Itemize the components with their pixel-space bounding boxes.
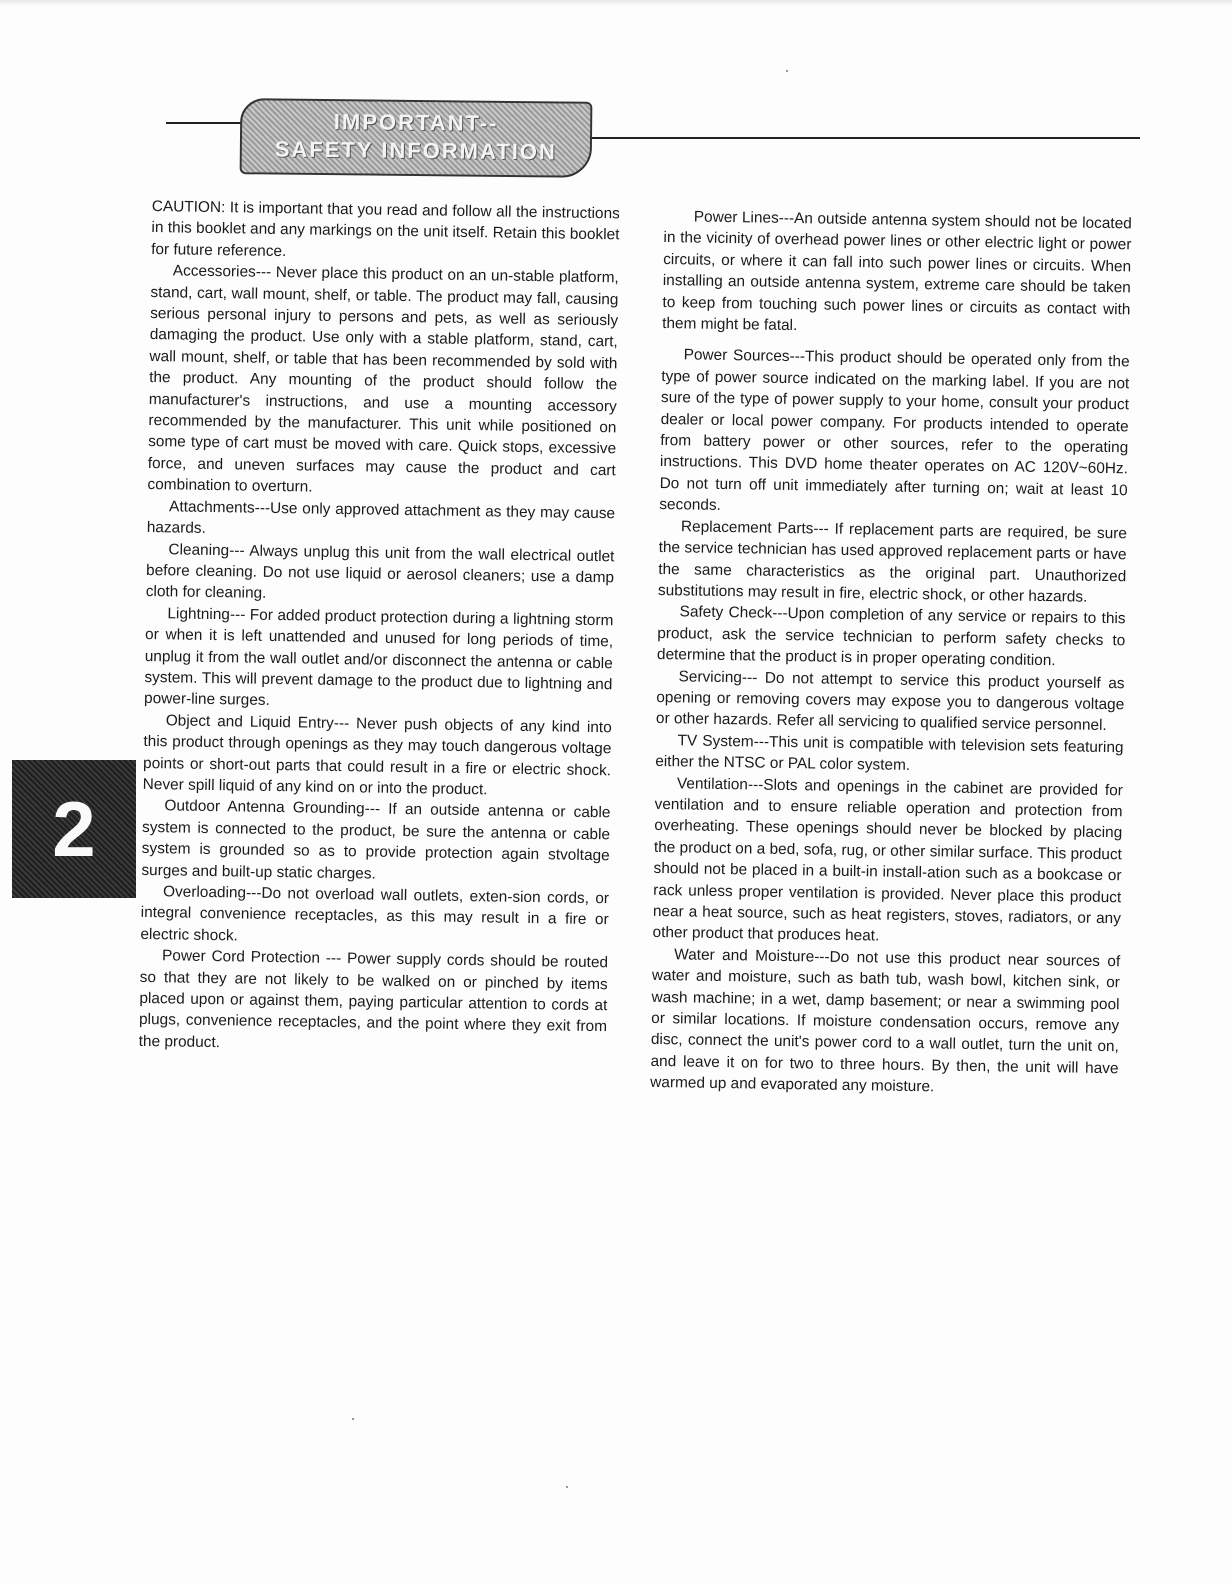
outdoor-antenna-grounding-paragraph: Outdoor Antenna Grounding--- If an outside antenna or cable system is connected to the product, be sure the antenna or cable system is grounded so as to provide protection again stvoltage surges and built-up static charges. (141, 797, 611, 883)
right-text-column (650, 206, 1132, 1101)
header-rule-left (166, 122, 246, 124)
scan-edge (0, 0, 1232, 6)
servicing-paragraph: Servicing--- Do not attempt to service this product yourself as opening or removing covers may expose you to dangerous voltage or other hazards. Refer all servicing to qualified service personnel. (655, 667, 1125, 735)
lightning-paragraph: Lightning--- For added product protection during a lightning storm or when it is left unattended and unused for long periods of time, unplug it from the wall outlet and/or disconnect the antenna or cable system. This will prevent damage to the product due to lightning and power-line surges. (143, 605, 614, 710)
scan-speck (566, 1486, 568, 1488)
overloading-paragraph: Overloading---Do not overload wall outlets, exten-sion cords, or integral convenience receptacles, as this may result in a fire or electric shock. (140, 883, 610, 945)
object-liquid-entry-paragraph: Object and Liquid Entry--- Never push objects of any kind into this product through openings as they may touch dangerous voltage points or short-out parts that could result in a fire or electric shock. Never spill liquid of any kind on or into the product. (142, 712, 612, 799)
power-sources-paragraph: Power Sources---This product should be operated only from the type of power source indicated on the marking label. If you are not sure of the type of power supply to your home, consult your product dealer or local power company. For products intended to operate from battery power or other sources, refer to the operating instructions. This DVD home theater operates on AC 120V~60Hz. Do not turn off unit immediately after turning on; wait at least 10 seconds. (659, 346, 1130, 515)
safety-check-paragraph: Safety Check---Upon completion of any service or repairs to this product, ask the service technician to perform safety checks to determine that the product is in proper operating condition. (656, 603, 1126, 670)
header-rule-right (560, 137, 1140, 139)
scan-speck (352, 1418, 354, 1420)
ventilation-paragraph: Ventilation---Slots and openings in the cabinet are provided for ventilation and to ensure reliable operation and protection from overheating. These openings should never be blocked by placing the product on a bed, sofa, rug, or other similar surface. This product should not be placed in a built-in install-ation such as a bookcase or rack unless proper ventilation is provided. Never place this product near a heat source, such as heat registers, stoves, radiators, or any other product that produces heat. (652, 774, 1124, 945)
scan-speck (786, 70, 788, 72)
header-title-line-2: SAFETY INFORMATION (274, 136, 558, 165)
replacement-parts-paragraph: Replacement Parts--- If replacement parts are required, be sure the service technician has used approved replacement parts or have the same characteristics as the original part. Unauthorized substitutions may result in fire, electric shock, or other hazards. (657, 517, 1128, 606)
tv-system-paragraph: TV System---This unit is compatible with television sets featuring either the NTSC or PAL color system. (655, 732, 1124, 775)
attachments-paragraph: Attachments---Use only approved attachment as they may cause hazards. (146, 497, 616, 537)
power-lines-paragraph: Power Lines---An outside antenna system should not be located in the vicinity of overhead power lines or other electric light or power circuits, or where it can fall into such power lines or circuits. When installing an outside antenna system, extreme care should be taken to keep from touching such power lines or circuits as contact with them might be fatal. (662, 208, 1132, 335)
page-number: 2 (52, 784, 96, 873)
section-header-banner (240, 98, 593, 178)
water-moisture-paragraph: Water and Moisture---Do not use this product near sources of water and moisture, such as bath tub, wash bowl, kitchen sink, or wash machine; in a wet, damp basement; or near a swimming pool or similar locations. If moisture condensation occurs, remove any disc, connect the unit's power cord to a wall outlet, turn the unit on, and leave it on for two to three hours. By then, the unit will have warmed up and evaporated any moisture. (650, 946, 1121, 1096)
caution-paragraph: CAUTION: It is important that you read and follow all the instructions in this booklet and any markings on the unit itself. Retain this booklet for future reference. (151, 197, 620, 260)
header-title-line-1: IMPORTANT-- (333, 109, 499, 136)
accessories-paragraph: Accessories--- Never place this product on an un-stable platform, stand, cart, wall mount, shelf, or table. The product may fall, causing serious personal injury to persons and pets, as well as seriously damaging the product. Use only with a stable platform, stand, cart, wall mount, shelf, or table that has been recommended by sold with the product. Any mounting of the product should follow the manufacturer's instructions, and use a mounting accessory recommended by the manufacturer. This unit while positioned on some type of cart must be moved with care. Quick stops, excessive force, and uneven surfaces may cause the product and cart combination to overturn. (147, 262, 619, 496)
cleaning-paragraph: Cleaning--- Always unplug this unit from the wall electrical outlet before cleaning. Do not use liquid or aerosol cleaners; use a damp cloth for cleaning. (145, 540, 615, 603)
page-number-tab (12, 760, 136, 898)
left-text-column (139, 196, 620, 1059)
power-cord-protection-paragraph: Power Cord Protection --- Power supply cords should be routed so that they are not likely to be walked on or pinched by items placed upon or against them, paying particular attention to cords at plugs, convenience receptacles, and the point where they exit from the product. (138, 947, 609, 1052)
